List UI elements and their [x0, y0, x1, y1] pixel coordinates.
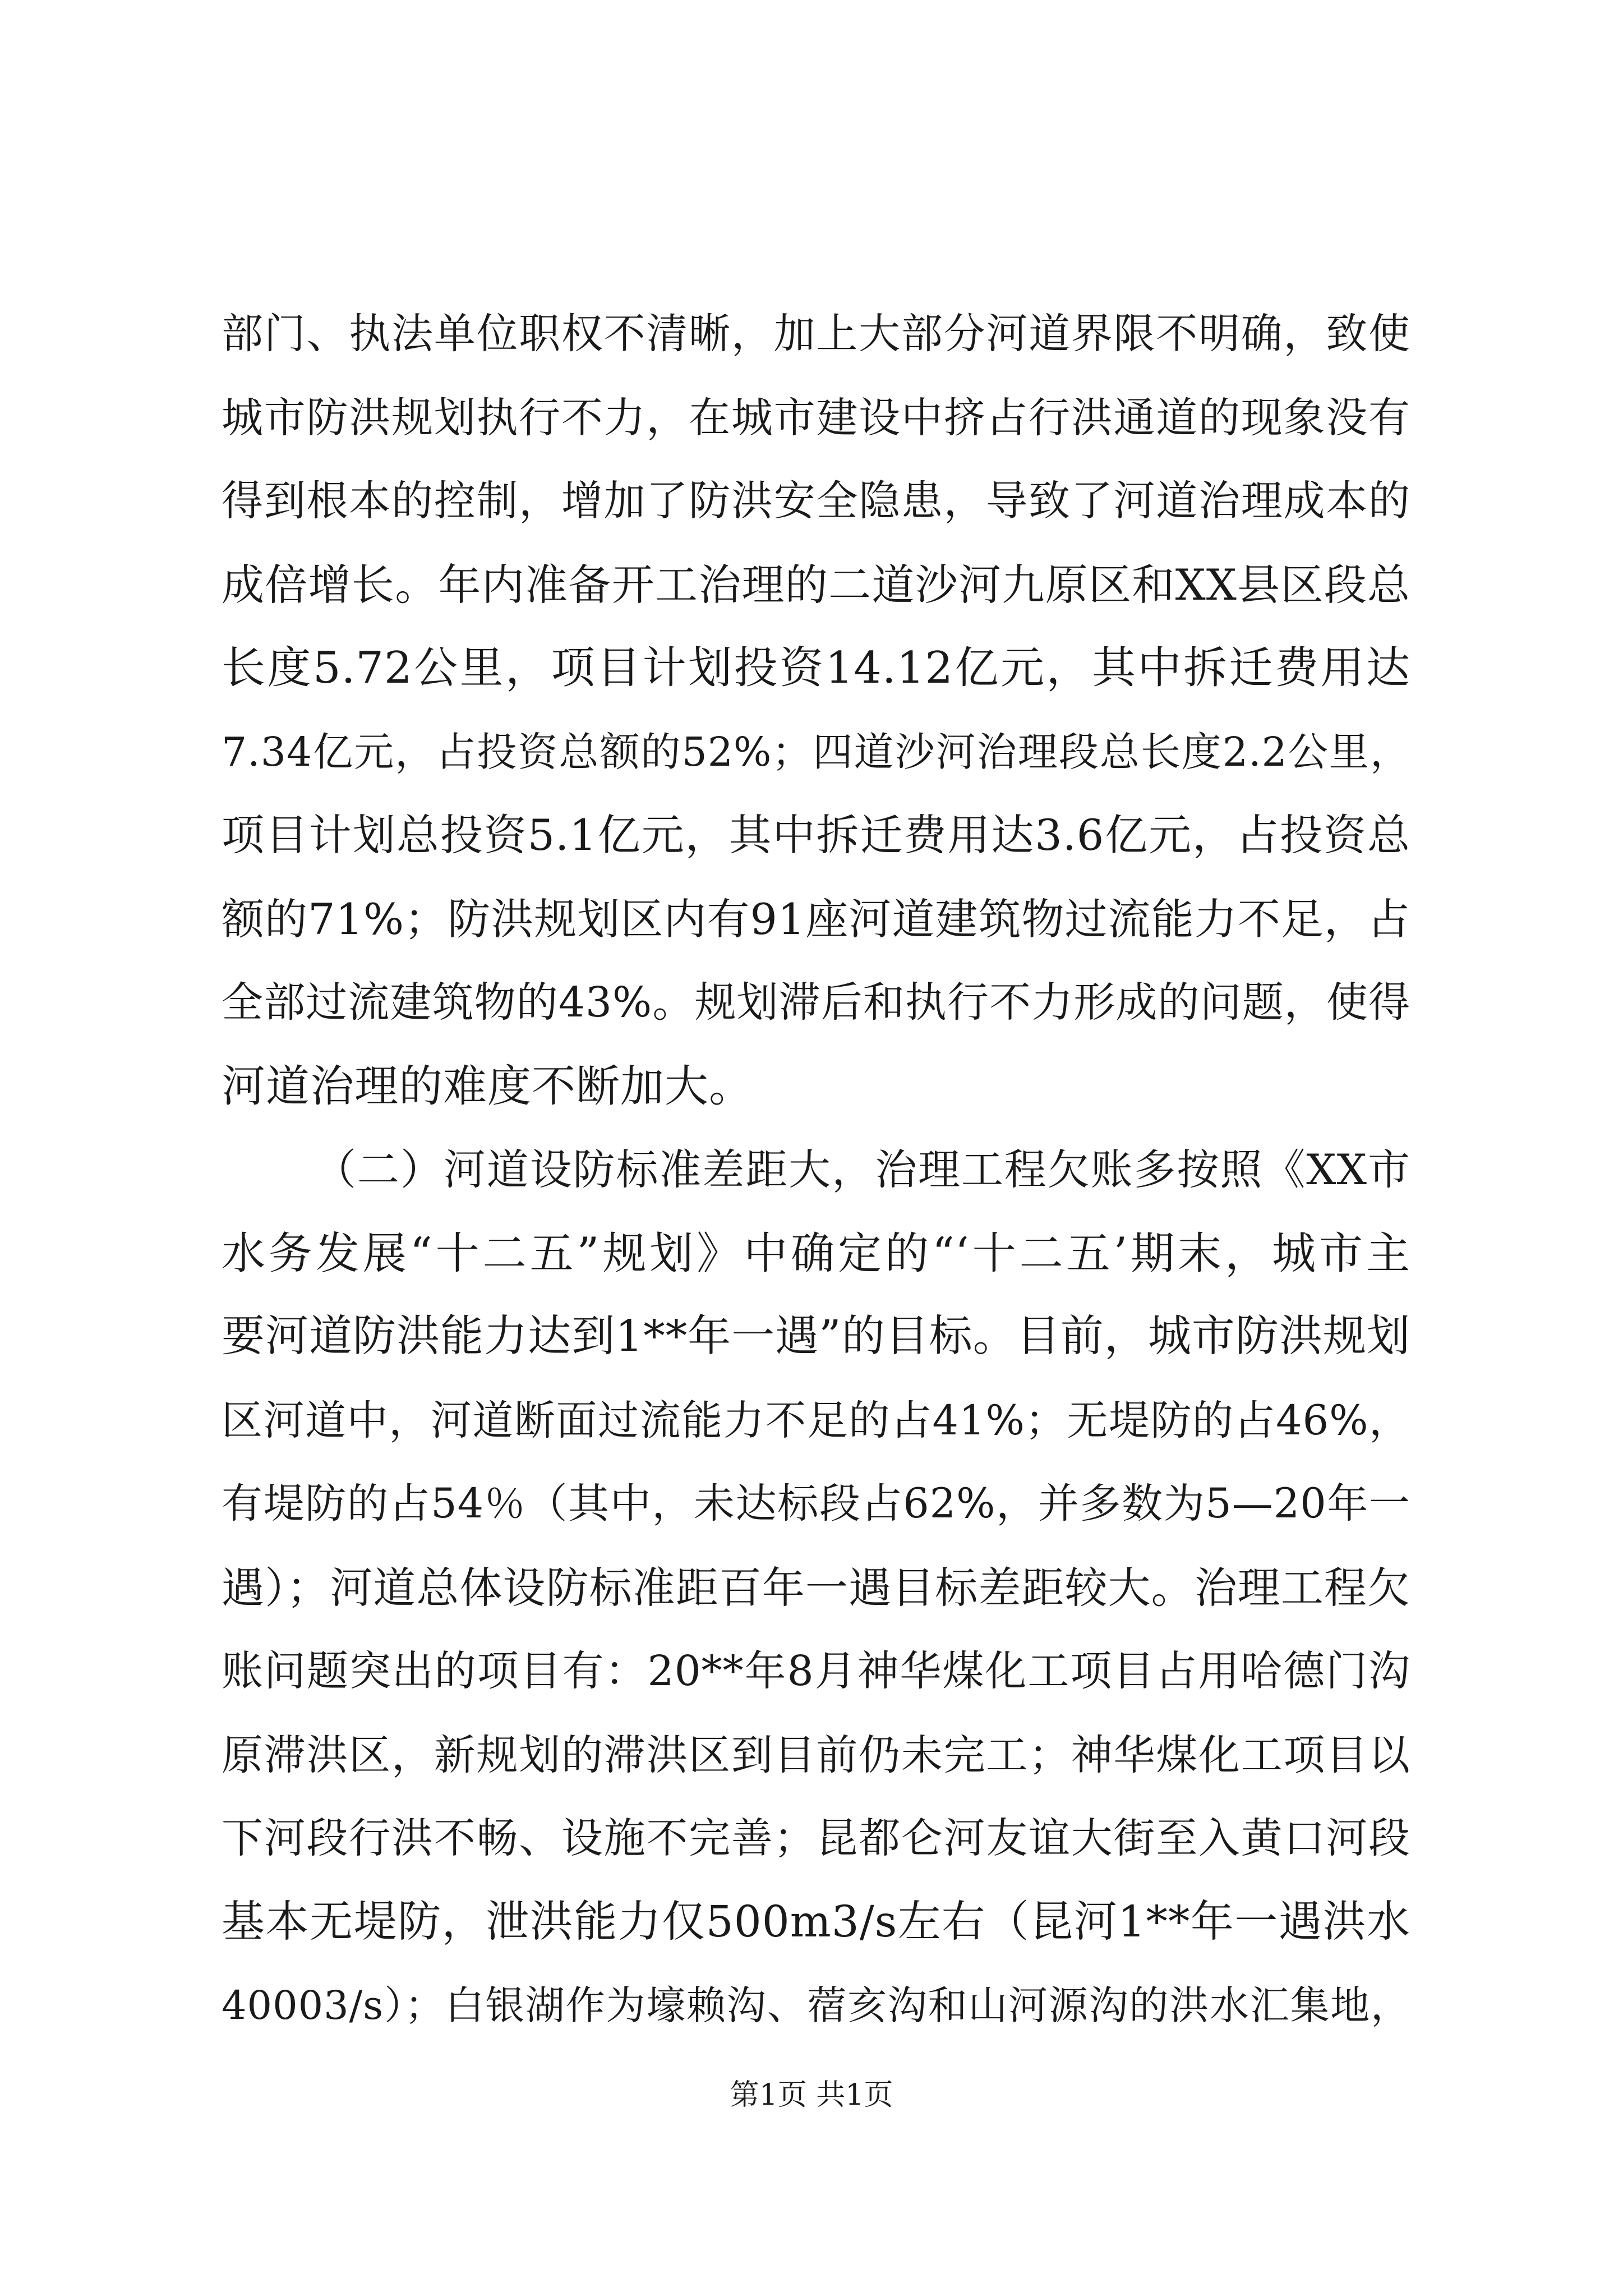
page-number-footer: 第1页 共1页 [730, 2078, 893, 2112]
text-line-section-heading: （二）河道设防标准差距大，治理工程欠账多按照《XX市 [314, 1145, 1410, 1194]
text-line: 水务发展“十二五”规划》中确定的“‘十二五’期末，城市主 [222, 1228, 1410, 1279]
text-line: 部门、执法单位职权不清晰，加上大部分河道界限不明确，致使 [222, 310, 1410, 358]
text-line: 原滞洪区，新规划的滞洪区到目前仍未完工；神华煤化工项目以 [222, 1731, 1410, 1779]
text-line: 40003/s）；白银湖作为壕赖沟、蓿亥沟和山河源沟的洪水汇集地， [222, 1982, 1410, 2028]
text-line: 账问题突出的项目有：20**年8月神华煤化工项目占用哈德门沟 [222, 1647, 1410, 1695]
text-line-paragraph-end: 河道治理的难度不断加大。 [222, 1061, 754, 1112]
text-line: 区河道中，河道断面过流能力不足的占41%；无堤防的占46%， [222, 1397, 1410, 1444]
text-line: 要河道防洪能力达到1**年一遇”的目标。目前，城市防洪规划 [222, 1312, 1410, 1361]
text-line: 有堤防的占54％（其中，未达标段占62%，并多数为5—20年一 [222, 1480, 1410, 1527]
text-line: 下河段行洪不畅、设施不完善；昆都仑河友谊大街至入黄口河段 [222, 1814, 1410, 1862]
text-line: 全部过流建筑物的43%。规划滞后和执行不力形成的问题，使得 [222, 978, 1410, 1027]
text-line: 得到根本的控制，增加了防洪安全隐患，导致了河道治理成本的 [222, 477, 1410, 525]
text-line: 项目计划总投资5.1亿元，其中拆迁费用达3.6亿元，占投资总 [222, 810, 1410, 860]
text-line: 成倍增长。年内准备开工治理的二道沙河九原区和XX县区段总 [222, 560, 1410, 610]
text-line: 城市防洪规划执行不力，在城市建设中挤占行洪通道的现象没有 [222, 394, 1410, 442]
text-line: 额的71%；防洪规划区内有91座河道建筑物过流能力不足，占 [222, 894, 1410, 944]
text-line: 7.34亿元，占投资总额的52%；四道沙河治理段总长度2.2公里， [222, 729, 1410, 775]
text-line: 长度5.72公里，项目计划投资14.12亿元，其中拆迁费用达 [222, 643, 1410, 693]
text-line: 基本无堤防，泄洪能力仅500m3/s左右（昆河1**年一遇洪水 [222, 1897, 1410, 1947]
text-line: 遇）；河道总体设防标准距百年一遇目标差距较大。治理工程欠 [222, 1563, 1410, 1613]
